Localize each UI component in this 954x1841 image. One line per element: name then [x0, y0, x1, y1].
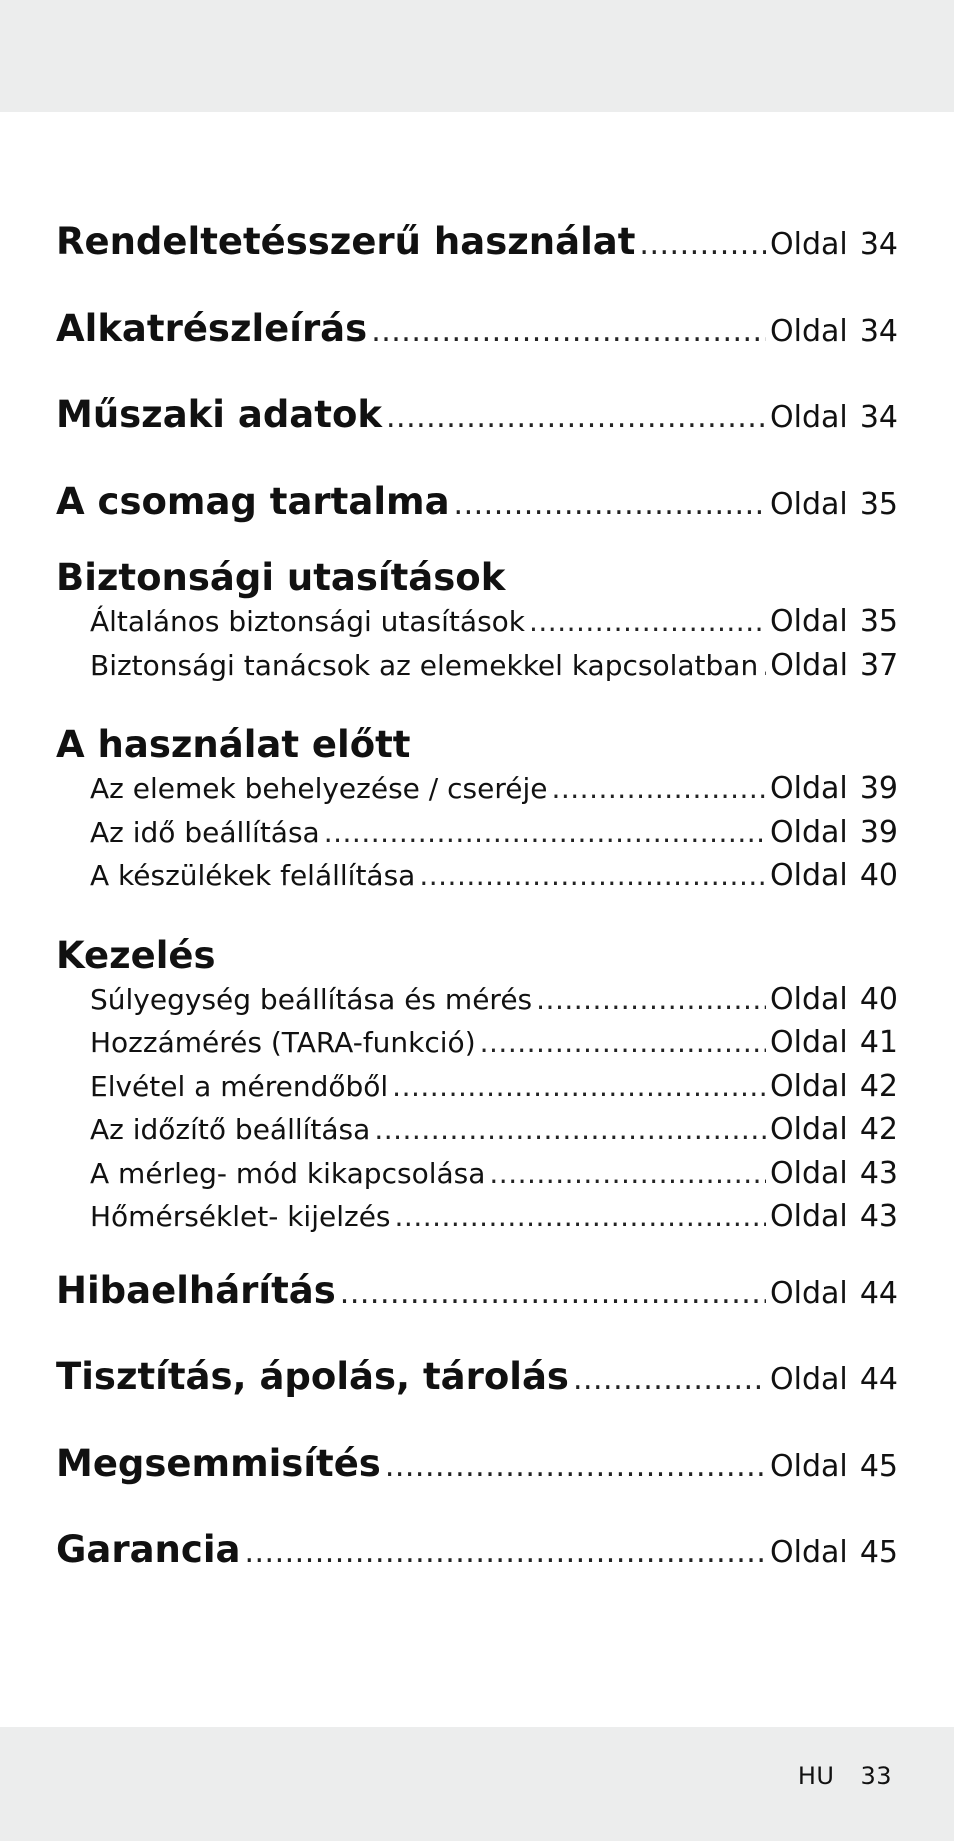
page-label: Oldal	[770, 647, 848, 683]
page-number: 39	[859, 771, 898, 806]
dot-leader	[536, 978, 766, 1022]
toc-entry-title: Rendeltetésszerű használat	[56, 220, 636, 263]
toc-entry-title: Műszaki adatok	[56, 393, 382, 436]
toc-subentry[interactable]	[56, 854, 898, 898]
toc-section-before-use	[56, 723, 898, 898]
toc-section-safety	[56, 556, 898, 687]
dot-leader	[371, 314, 766, 349]
toc-entry-title: A mérleg- mód kikapcsolása	[90, 1156, 486, 1190]
toc-entry-intended-use[interactable]	[56, 220, 898, 307]
toc-entry-title: Hőmérséklet- kijelzés	[90, 1200, 391, 1233]
page-label: Oldal	[770, 858, 848, 893]
section-heading[interactable]: A használat előtt	[56, 723, 411, 766]
page-number: 40	[859, 858, 898, 893]
page-footer	[798, 1762, 892, 1790]
dot-leader	[395, 1195, 766, 1239]
toc-subentry[interactable]	[56, 978, 898, 1022]
table-of-contents	[56, 220, 898, 1615]
page-number: 41	[859, 1025, 898, 1060]
dot-leader	[529, 600, 766, 644]
dot-leader	[392, 1065, 766, 1109]
toc-entry-technical-data[interactable]	[56, 393, 898, 480]
page-number: 42	[859, 1112, 898, 1147]
toc-subentry[interactable]	[56, 600, 898, 644]
page-number: 45	[859, 1535, 898, 1570]
toc-entry-title: A készülékek felállítása	[90, 859, 416, 892]
page-label: Oldal	[770, 1362, 848, 1397]
page-number: 34	[859, 227, 898, 262]
toc-entry-title: Az idő beállítása	[90, 815, 320, 849]
page-number: 44	[859, 1362, 898, 1397]
page-number: 34	[859, 400, 898, 435]
toc-entry-cleaning[interactable]	[56, 1355, 898, 1442]
page-label: Oldal	[770, 227, 848, 262]
page-number: 42	[859, 1068, 898, 1104]
page-number: 34	[859, 313, 898, 349]
dot-leader	[419, 854, 766, 898]
page-label: Oldal	[770, 313, 848, 349]
toc-entry-title: Elvétel a mérendőből	[90, 1069, 389, 1103]
toc-entry-title: Biztonsági tanácsok az elemekkel kapcsolatban	[90, 648, 759, 682]
page-number: 35	[859, 486, 898, 522]
toc-entry-parts-description[interactable]	[56, 307, 898, 394]
toc-entry-title: Az elemek behelyezése / cseréje	[90, 772, 548, 805]
toc-entry-title: Megsemmisítés	[56, 1441, 381, 1485]
page-label: Oldal	[770, 1199, 848, 1234]
toc-entry-title: Tisztítás, ápolás, tárolás	[56, 1355, 569, 1398]
toc-subentry[interactable]	[56, 644, 898, 688]
toc-subentry[interactable]	[56, 1021, 898, 1065]
header-band	[0, 0, 954, 112]
toc-entry-title: Hibaelhárítás	[56, 1268, 336, 1312]
page-number: 43	[859, 1199, 898, 1234]
dot-leader	[489, 1152, 766, 1196]
page-label: Oldal	[770, 1112, 848, 1147]
page-number: 35	[859, 604, 898, 639]
toc-entry-troubleshooting[interactable]	[56, 1269, 898, 1356]
page-label: Oldal	[770, 486, 848, 522]
page-label: Oldal	[770, 771, 848, 806]
dot-leader	[340, 1276, 766, 1311]
page-number: 37	[860, 647, 899, 683]
toc-subentry[interactable]	[56, 811, 898, 855]
toc-subentry[interactable]	[56, 1065, 898, 1109]
toc-entry-title: Általános biztonsági utasítások	[90, 605, 525, 638]
toc-subentry[interactable]	[56, 1108, 898, 1152]
toc-entry-title: Alkatrészleírás	[56, 306, 368, 350]
page-number: 39	[859, 814, 898, 850]
page-label: Oldal	[770, 400, 848, 435]
page-label: Oldal	[770, 1068, 848, 1104]
page-label: Oldal	[770, 1535, 848, 1570]
page-label: Oldal	[770, 814, 848, 850]
page-number: 43	[859, 1155, 898, 1191]
footer-language: HU	[797, 1762, 835, 1790]
dot-leader	[386, 400, 766, 435]
toc-entry-package-contents[interactable]	[56, 480, 898, 567]
footer-page-number: 33	[860, 1762, 892, 1790]
dot-leader	[374, 1108, 766, 1152]
toc-section-operation	[56, 934, 898, 1239]
dot-leader	[324, 811, 766, 855]
page-number: 44	[859, 1275, 898, 1311]
page-label: Oldal	[770, 604, 848, 639]
toc-subentry[interactable]	[56, 1152, 898, 1196]
toc-entry-title: A csomag tartalma	[56, 479, 450, 523]
page-number: 40	[859, 981, 898, 1017]
dot-leader	[639, 227, 766, 262]
section-heading[interactable]: Kezelés	[56, 933, 216, 977]
toc-entry-title: Súlyegység beállítása és mérés	[90, 982, 533, 1016]
toc-subentry[interactable]	[56, 1195, 898, 1239]
spacer	[56, 1239, 898, 1269]
dot-leader	[385, 1449, 766, 1484]
toc-entry-title: Garancia	[56, 1528, 241, 1571]
page-label: Oldal	[770, 1025, 848, 1060]
page-label: Oldal	[770, 1448, 848, 1484]
dot-leader	[480, 1021, 766, 1065]
toc-subentry[interactable]	[56, 767, 898, 811]
dot-leader	[573, 1362, 766, 1397]
section-heading[interactable]: Biztonsági utasítások	[56, 556, 506, 599]
page-label: Oldal	[770, 1155, 848, 1191]
dot-leader	[244, 1535, 766, 1570]
toc-entry-warranty[interactable]	[56, 1528, 898, 1615]
toc-entry-title: Hozzámérés (TARA-funkció)	[90, 1026, 476, 1059]
dot-leader	[762, 644, 766, 688]
toc-entry-disposal[interactable]	[56, 1442, 898, 1529]
dot-leader	[551, 767, 766, 811]
toc-entry-title: Az időzítő beállítása	[90, 1113, 371, 1146]
page-label: Oldal	[770, 1275, 848, 1311]
dot-leader	[454, 487, 766, 522]
page-label: Oldal	[770, 981, 848, 1017]
page-number: 45	[859, 1448, 898, 1484]
